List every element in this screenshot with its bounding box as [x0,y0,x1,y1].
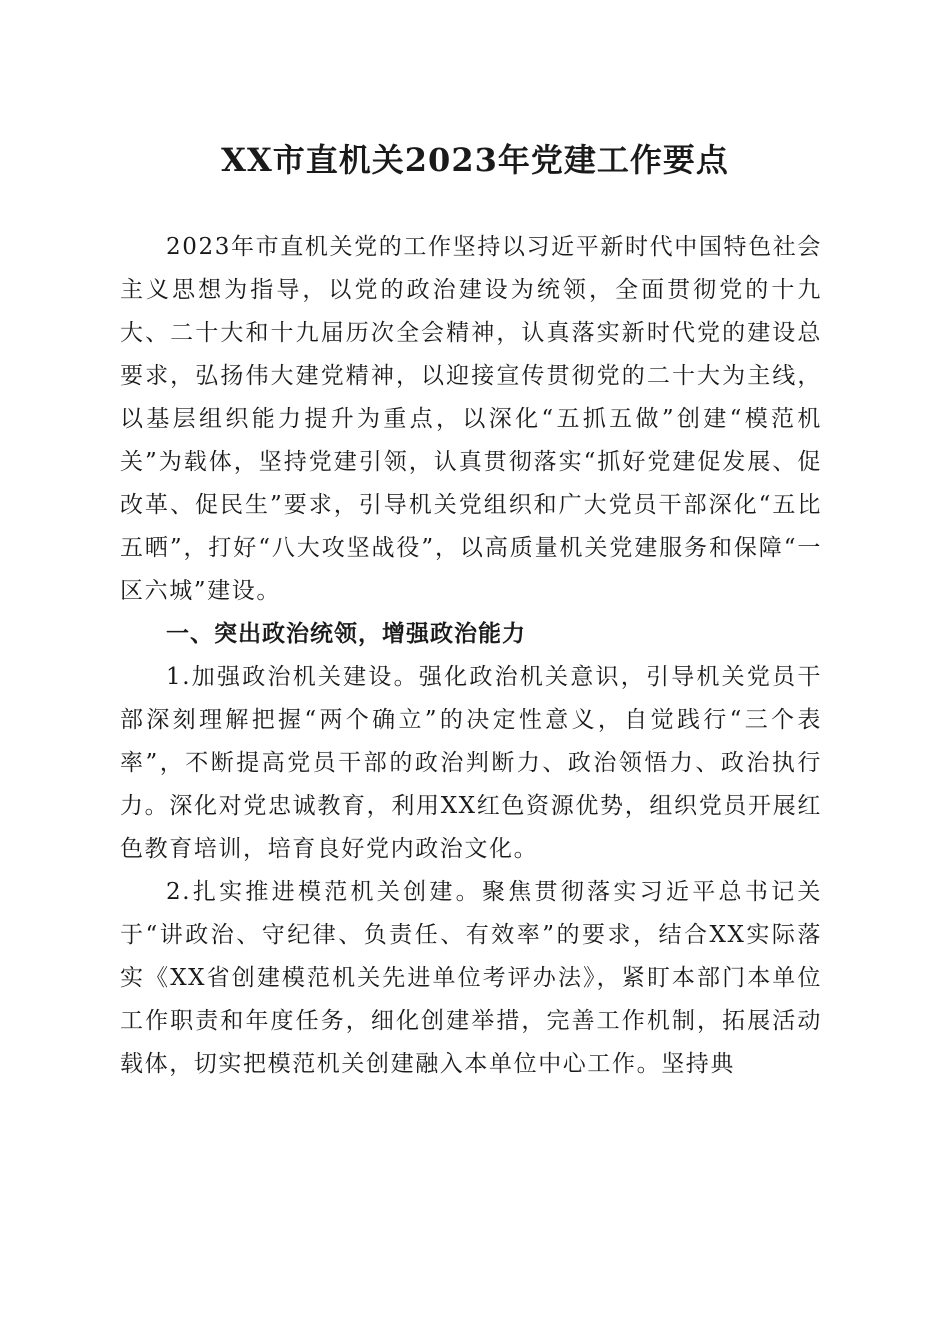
item-paragraph-1: 1.加强政治机关建设。强化政治机关意识，引导机关党员干部深刻理解把握“两个确立”的决定性意义，自觉践行“三个表率”，不断提高党员干部的政治判断力、政治领悟力、政治执行力。深化对党忠诚教育，利用XX红色资源优势，组织党员开展红色教育培训，培育良好党内政治文化。 [120,664,822,862]
intro-paragraph: 2023年市直机关党的工作坚持以习近平新时代中国特色社会主义思想为指导，以党的政治建设为统领，全面贯彻党的十九大、二十大和十九届历次全会精神，认真落实新时代党的建设总要求，弘扬伟大建党精神，以迎接宣传贯彻党的二十大为主线，以基层组织能力提升为重点，以深化“五抓五做”创建“模范机关”为载体，坚持党建引领，认真贯彻落实“抓好党建促发展、促改革、促民生”要求，引导机关党组织和广大党员干部深化“五比五晒”，打好“八大攻坚战役”，以高质量机关党建服务和保障“一区六城”建设。 [120,234,822,604]
document-title: XX市直机关2023年党建工作要点 [221,141,729,179]
item-paragraph-2: 2.扎实推进模范机关创建。聚焦贯彻落实习近平总书记关于“讲政治、守纪律、负责任、有效率”的要求，结合XX实际落实《XX省创建模范机关先进单位考评办法》，紧盯本部门本单位工作职责和年度任务，细化创建举措，完善工作机制，拓展活动载体，切实把模范机关创建融入本单位中心工作。坚持典 [120,879,822,1077]
document-body [120,226,822,1086]
section-heading-1: 一、突出政治统领，增强政治能力 [166,621,526,647]
